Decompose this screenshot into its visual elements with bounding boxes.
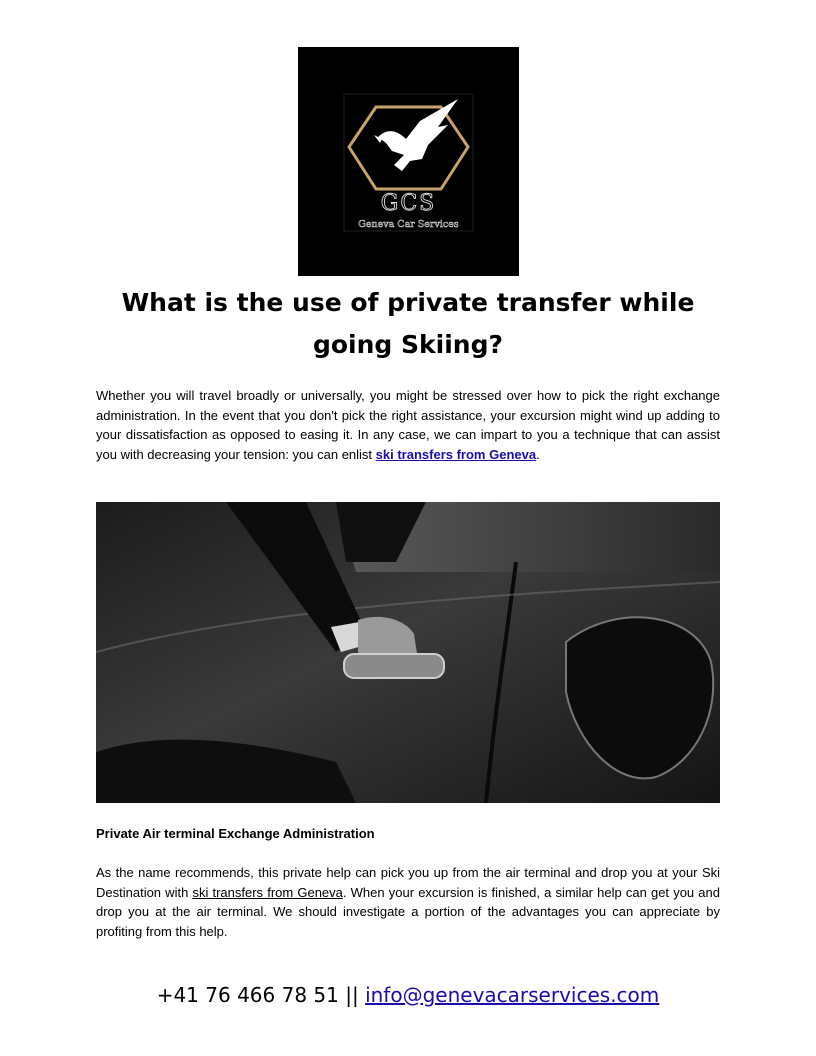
section-text-1: As the name recommends, this private help can pick you up from the air terminal and drop you at your Ski Destination with	[96, 865, 720, 900]
ski-transfers-link[interactable]: ski transfers from Geneva	[375, 446, 537, 462]
section-text-2: . When your excursion is finished, a similar help can get you and drop you at the air terminal. We should investigate a portion of the advantages you can appreciate by profiting from this help.	[96, 884, 720, 939]
intro-end: .	[536, 446, 540, 462]
chauffeur-photo	[96, 502, 720, 803]
eagle-logo-icon	[298, 47, 519, 276]
ski-transfers-link-2[interactable]: ski transfers from Geneva	[192, 884, 343, 900]
car-door-image	[96, 502, 720, 803]
email-link[interactable]: info@genevacarservices.com	[365, 983, 660, 1007]
logo-monogram: GCS	[380, 191, 437, 216]
company-logo	[298, 47, 519, 276]
phone-number: +41 76 466 78 51	[156, 983, 339, 1007]
section-paragraph	[96, 863, 720, 941]
intro-text: Whether you will travel broadly or universally, you might be stressed over how to pick the right exchange administration. In the event that you don't pick the right assistance, your excursion might wind up adding to your dissatisfaction as opposed to easing it. In any case, we can impart to you a technique that can assist you with decreasing your tension: you can enlist	[96, 388, 720, 462]
page-title: What is the use of private transfer while going Skiing?	[121, 288, 695, 359]
section-heading: Private Air terminal Exchange Administration	[96, 826, 375, 841]
footer-separator: ||	[338, 983, 366, 1007]
intro-paragraph	[96, 386, 720, 464]
logo-company-name: Geneva Car Services	[358, 219, 459, 230]
contact-footer	[0, 980, 816, 1010]
